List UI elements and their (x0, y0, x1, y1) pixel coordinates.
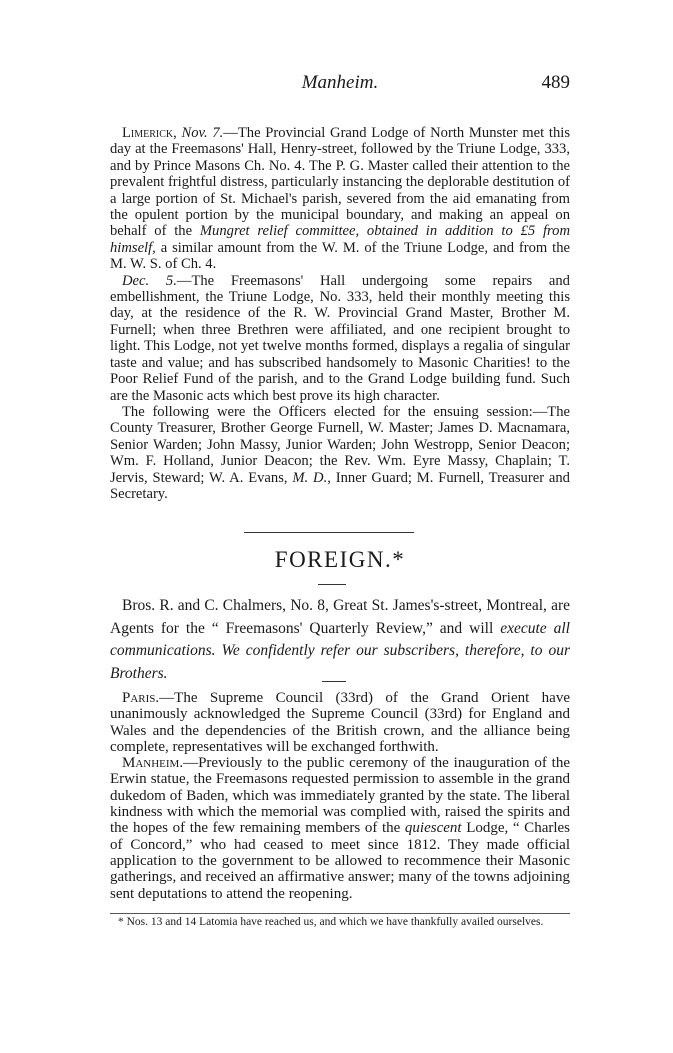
footnote (110, 916, 570, 929)
heading-rule (318, 584, 346, 585)
manheim-text-b: Lodge, “ Charles of Concord,” who had ceased to meet since 1812. They made official application to the government to be allowed to recommence their Masonic gatherings, and received an affirmative answer; many of the towns adjoining sent deputations to attend the reopening. (110, 820, 571, 902)
officers-text-b: Inner Guard; M. Furnell, Treasurer and Secretary. (110, 469, 570, 502)
domestic-section (110, 125, 570, 502)
manheim-lead: Manheim. (122, 755, 184, 772)
dec-date: Dec. 5. (122, 272, 177, 289)
section-divider (244, 532, 414, 533)
running-title: Manheim. (301, 72, 379, 93)
limerick-italic-text: Mungret relief committee, obtained in addition to £5 from himself, (110, 223, 570, 256)
limerick-paragraph (110, 125, 570, 273)
footnote-rule (110, 913, 570, 914)
officers-paragraph (110, 404, 570, 502)
notice-rule (322, 681, 346, 682)
limerick-lead: Limerick, (122, 125, 177, 141)
footnote-text: * Nos. 13 and 14 Latomia have reached us, and which we have thankfully availed ourselves. (118, 916, 544, 928)
officers-text-a: The following were the Officers elected for the ensuing session:—The County Treasurer, Brother George Furnell, W. Master; James D. Macnamara, Senior Warden; John Massy, Junior Warden; John Westropp, Senior Deacon; Wm. F. Holland, Junior Deacon; the Rev. Wm. Eyre Massy, Chaplain; T. Jervis, Steward; W. A. Evans, (110, 403, 570, 486)
foreign-heading: FOREIGN.* (274, 547, 406, 572)
manheim-text-a: —Previously to the public ceremony of the inauguration of the Erwin statue, the Freemasons requested permission to assemble in the grand dukedom of Baden, which was immediately granted by the state. The liberal kindness with which the memorial was complied with, raised the spirits and the hopes of the few remaining members of the (110, 755, 570, 837)
page-number: 489 (541, 72, 570, 93)
dec-paragraph (110, 273, 570, 404)
paris-paragraph (110, 690, 570, 755)
foreign-news (110, 690, 570, 902)
notice-italic-text: execute all communications. We confidently refer our subscribers, therefore, to our Brothers. (110, 619, 570, 682)
notice-paragraph (110, 595, 570, 685)
agents-notice (110, 595, 570, 685)
paris-lead: Paris. (122, 690, 160, 706)
paris-text: —The Supreme Council (33rd) of the Grand Orient have unanimously acknowledged the Supreme Council (33rd) for England and Wales and the dependencies of the British crown, and the alliance being complete, representatives will be exchanged forthwith. (110, 690, 570, 755)
page-header (110, 70, 570, 100)
limerick-text: —The Provincial Grand Lodge of North Munster met this day at the Freemasons' Hall, Henry-street, followed by the Triune Lodge, 333, and by Prince Masons Ch. No. 4. The P. G. Master called their attention to the prevalent frightful distress, particularly instancing the deplorable destitution of a large portion of St. Michael's parish, severed from the aid emanating from the opulent portion by the municipal boundary, and making an appeal on behalf of the (110, 125, 570, 240)
notice-text: Bros. R. and C. Chalmers, No. 8, Great St. James's-street, Montreal, are Agents for the “ Freemasons' Quarterly Review,” and will (110, 597, 570, 637)
dec-text: —The Freemasons' Hall undergoing some repairs and embellishment, the Triune Lodge, No. 333, held their monthly meeting this day, at the residence of the R. W. Provincial Grand Master, Brother M. Furnell; when three Brethren were affiliated, and one recipient brought to light. This Lodge, not yet twelve months formed, displays a regalia of singular taste and value; and has subscribed handsomely to Masonic Charities! to the Poor Relief Fund of the parish, and to the Grand Lodge building fund. Such are the Masonic acts which best prove its high character. (110, 272, 570, 404)
manheim-italic-text: quiescent (404, 820, 462, 837)
manheim-paragraph (110, 755, 570, 902)
limerick-text-end: a similar amount from the W. M. of the Triune Lodge, and from the M. W. S. of Ch. 4. (110, 239, 570, 273)
limerick-date: Nov. 7. (181, 125, 224, 141)
officers-md: M. D., (292, 469, 331, 486)
